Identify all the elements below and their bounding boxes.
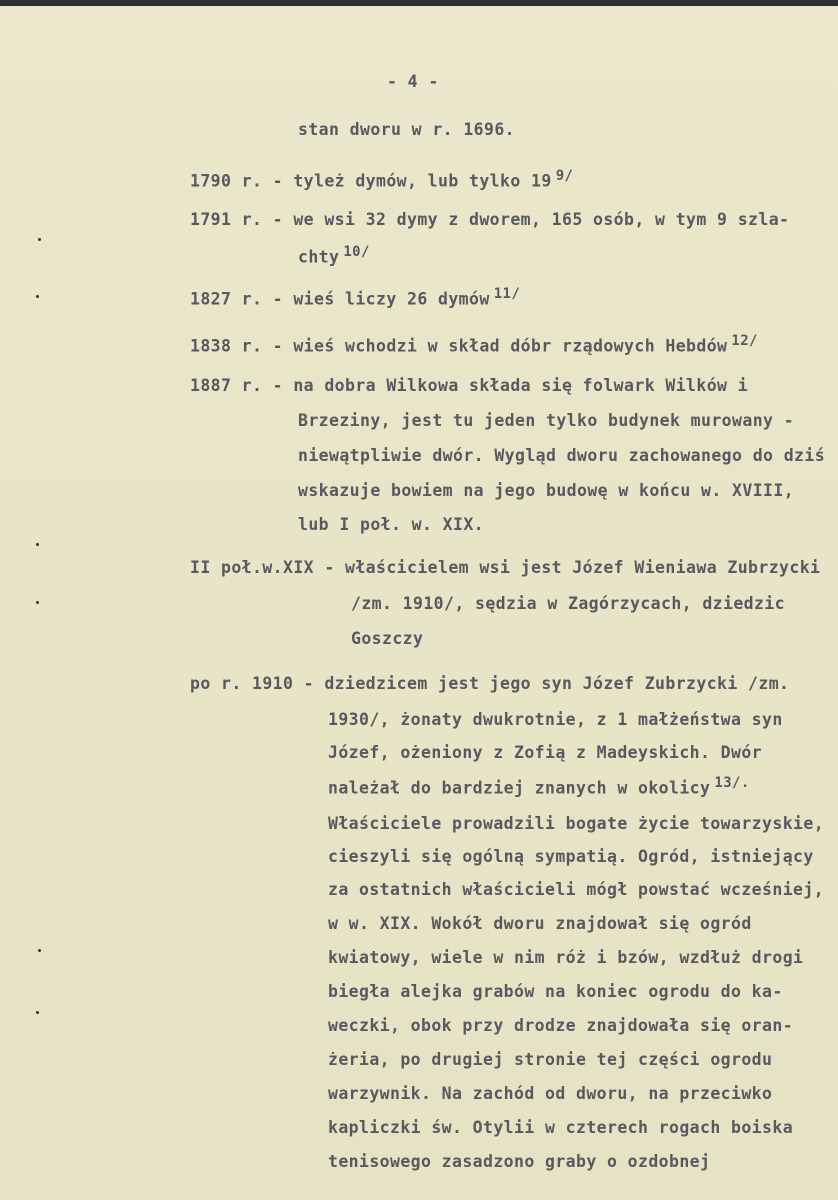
text-line: chty $^{10/}$ xyxy=(298,244,370,267)
text-line: tenisowego zasadzono graby o ozdobnej xyxy=(328,1152,711,1171)
scan-edge xyxy=(0,0,838,6)
text-line: 1827 r. - wieś liczy 26 dymów $^{11/}$ xyxy=(190,286,521,309)
margin-mark xyxy=(36,295,39,298)
text-line: należał do bardziej znanych w okolicy $^{13/.}$ xyxy=(328,775,750,798)
text-line: kapliczki św. Otylii w czterech rogach boiska xyxy=(328,1118,794,1137)
text-line: biegła alejka grabów na koniec ogrodu do ka- xyxy=(328,982,783,1001)
text-line: 1791 r. - we wsi 32 dymy z dworem, 165 osób, w tym 9 szla- xyxy=(190,210,790,229)
text-line: Józef, ożeniony z Zofią z Madeyskich. Dwór xyxy=(328,743,763,762)
text-line: /zm. 1910/, sędzia w Zagórzycach, dziedzic xyxy=(351,594,786,613)
footnote-ref: 9/ xyxy=(555,168,574,184)
text-line: weczki, obok przy drodze znajdowała się oran- xyxy=(328,1016,794,1035)
footnote-ref: 13/. xyxy=(714,775,750,791)
text-line: żeria, po drugiej stronie tej części ogrodu xyxy=(328,1050,773,1069)
text-line: cieszyli się ogólną sympatią. Ogród, istniejący xyxy=(328,847,814,866)
text-line: 1930/, żonaty dwukrotnie, z 1 małżeństwa syn xyxy=(328,710,783,729)
text-line: niewątpliwie dwór. Wygląd dworu zachowanego do dziś xyxy=(298,446,826,465)
text-line: za ostatnich właścicieli mógł powstać wcześniej, xyxy=(328,880,825,899)
text-line: Goszczy xyxy=(351,629,424,648)
text-line: 1887 r. - na dobra Wilkowa składa się folwark Wilków i xyxy=(190,376,749,395)
text-line: II poł.w.XIX - właścicielem wsi jest Józef Wieniawa Zubrzycki xyxy=(190,558,821,577)
text-line: Właściciele prowadzili bogate życie towarzyskie, xyxy=(328,814,825,833)
text-line: kwiatowy, wiele w nim róż i bzów, wzdłuż drogi xyxy=(328,948,804,967)
margin-mark xyxy=(38,238,41,241)
text-line: warzywnik. Na zachód od dworu, na przeciwko xyxy=(328,1084,773,1103)
text-line: Brzeziny, jest tu jeden tylko budynek murowany - xyxy=(298,411,795,430)
footnote-ref: 11/ xyxy=(493,286,521,302)
text-line: stan dworu w r. 1696. xyxy=(298,120,516,139)
text-line: po r. 1910 - dziedzicem jest jego syn Józef Zubrzycki /zm. xyxy=(190,674,790,693)
footnote-ref: 10/ xyxy=(343,244,370,260)
margin-mark xyxy=(36,601,39,604)
text-line: 1790 r. - tyleż dymów, lub tylko 19 $^{9/}$ xyxy=(190,168,574,191)
text-line: 1838 r. - wieś wchodzi w skład dóbr rządowych Hebdów $^{12/}$ xyxy=(190,333,758,356)
margin-mark xyxy=(36,543,39,546)
text-line: lub I poł. w. XIX. xyxy=(298,515,485,534)
margin-mark xyxy=(36,1011,39,1014)
margin-mark xyxy=(38,949,41,952)
text-line: wskazuje bowiem na jego budowę w końcu w. XVIII, xyxy=(298,481,795,500)
footnote-ref: 12/ xyxy=(731,333,758,349)
text-line: w w. XIX. Wokół dworu znajdował się ogród xyxy=(328,914,752,933)
page-number: - 4 - xyxy=(387,72,439,91)
